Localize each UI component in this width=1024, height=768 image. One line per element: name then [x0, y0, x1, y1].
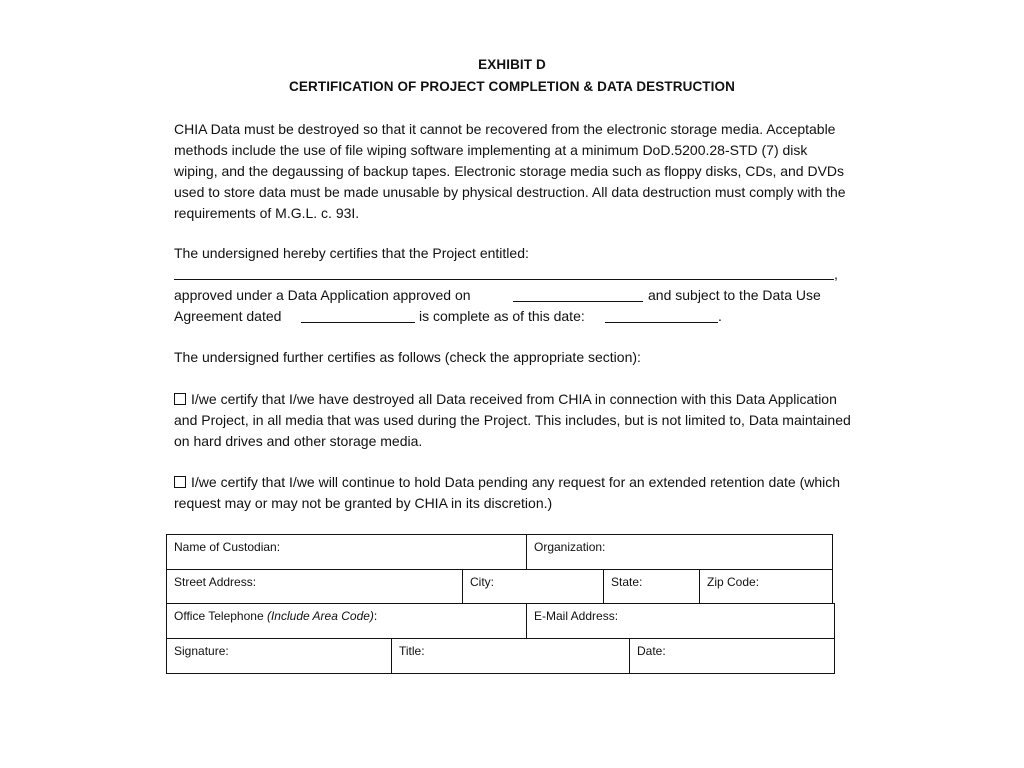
zip-code-field[interactable] [699, 569, 833, 604]
option-destroyed [174, 389, 854, 452]
project-title-field[interactable] [174, 266, 834, 280]
city-label: City: [470, 575, 494, 589]
organization-field[interactable] [526, 534, 833, 570]
option-hold [174, 472, 854, 514]
agreement-date-field[interactable] [301, 309, 415, 323]
name-of-custodian-label: Name of Custodian: [174, 540, 281, 554]
date-label: Date: [637, 644, 666, 658]
office-telephone-label: Office Telephone [174, 609, 264, 623]
complete-as-of-text: is complete as of this date: [419, 308, 585, 324]
option-destroyed-text: I/we certify that I/we have destroyed all Data received from CHIA in connection with this Data Application and Project, in all media that was used during the Project. This includes, but is not limited to, Data maintained on hard drives and other storage media. [174, 391, 851, 449]
certify-intro: The undersigned hereby certifies that the Project entitled: [174, 245, 529, 261]
city-field[interactable] [462, 569, 604, 604]
option-hold-text: I/we certify that I/we will continue to hold Data pending any request for an extended retention date (which request may or may not be granted by CHIA in its discretion.) [174, 474, 841, 511]
project-title-comma: , [834, 266, 838, 282]
zip-code-label: Zip Code: [707, 575, 760, 589]
application-approved-date-field[interactable] [513, 288, 643, 302]
option-destroyed-checkbox[interactable] [174, 393, 186, 405]
completion-date-field[interactable] [605, 309, 718, 323]
option-hold-checkbox[interactable] [174, 476, 186, 488]
signature-label: Signature: [174, 644, 229, 658]
state-field[interactable] [603, 569, 700, 604]
title-label: Title: [399, 644, 425, 658]
title-field[interactable] [391, 638, 630, 674]
office-telephone-colon: : [373, 609, 378, 623]
street-address-field[interactable] [166, 569, 463, 604]
document-title: CERTIFICATION OF PROJECT COMPLETION & DATA DESTRUCTION [289, 79, 735, 94]
exhibit-label: EXHIBIT D [478, 57, 546, 72]
email-address-field[interactable] [526, 603, 835, 639]
approved-under-text: approved under a Data Application approved on [174, 287, 471, 303]
office-telephone-field[interactable] [166, 603, 527, 639]
further-certifies-text: The undersigned further certifies as follows (check the appropriate section): [174, 349, 641, 365]
date-field[interactable] [629, 638, 835, 674]
street-address-label: Street Address: [174, 575, 257, 589]
name-of-custodian-field[interactable] [166, 534, 527, 570]
subject-to-text: and subject to the Data Use [648, 287, 821, 303]
email-address-label: E-Mail Address: [534, 609, 619, 623]
intro-paragraph: CHIA Data must be destroyed so that it cannot be recovered from the electronic storage media. Acceptable methods include the use of file wiping software implementing at a minimum DoD.5200.28-STD (7) disk wiping, and the degaussing of backup tapes. Electronic storage media such as floppy disks, CDs, and DVDs used to store data must be made unusable by physical destruction. All data destruction must comply with the requirements of M.G.L. c. 93I. [174, 121, 846, 221]
period: . [718, 308, 722, 324]
signature-field[interactable] [166, 638, 392, 674]
state-label: State: [611, 575, 643, 589]
agreement-dated-text: Agreement dated [174, 308, 282, 324]
include-area-code-note: (Include Area Code) [266, 609, 374, 623]
organization-label: Organization: [534, 540, 606, 554]
